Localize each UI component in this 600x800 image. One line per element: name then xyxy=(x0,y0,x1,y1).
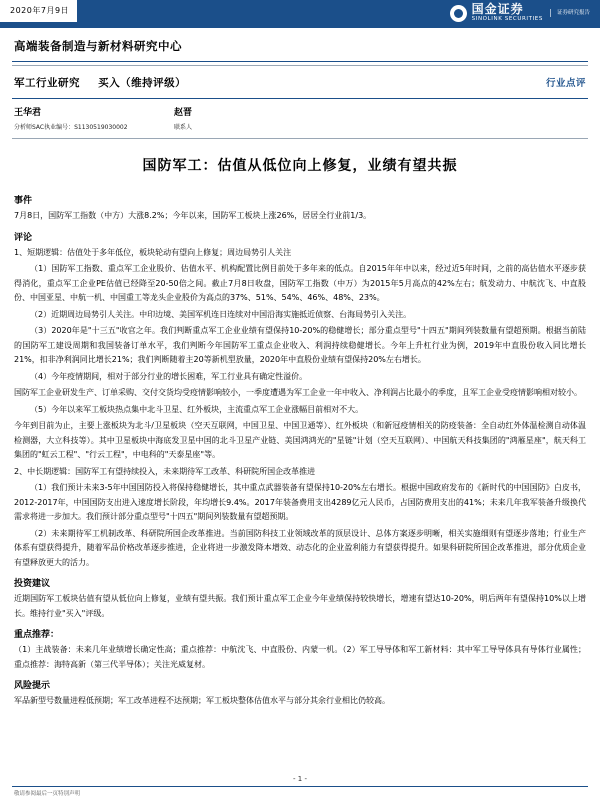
page-footer xyxy=(0,775,600,800)
paragraph-p5: 国防军工企业研发生产、订单采购、交付交货均受疫情影响较小，一季度遭遇为军工企业一年中收入、净利润占比最小的季度，且军工企业受疫情影响相对较小。 xyxy=(14,388,582,397)
footer-note: 敬请参阅最后一页特别声明 xyxy=(14,791,81,797)
analyst-name: 赵晋 xyxy=(174,108,193,118)
analyst-item xyxy=(14,105,174,131)
report-date: 2020年7月9日 xyxy=(0,0,77,22)
analyst-meta: 分析师SAC执业编号：S1130519030002 xyxy=(14,124,128,131)
section-heading-invest: 投资建议 xyxy=(14,579,51,589)
subject-row xyxy=(12,66,588,98)
paragraph-p3: （2）近期周边局势引人关注。中印边境、美国军机连日连续对中国沿海实施抵近侦察、台海局势引入关注。 xyxy=(30,309,412,319)
section-heading-comment: 评论 xyxy=(14,232,33,243)
paragraph-p8: （1）我们预计未来3-5年中国国防投入将保持稳健增长，其中重点武器装备有望保持10-20%左右增长。根据中国政府发布的《新时代的中国国防》白皮书，2012-2017年，中国国防支出进入速度增长阶段，年均增长9.4%。2017年装备费用支出4289亿元人民币，占国防费用支出的41%；未来几年我军装备升级换代需求将进一步加大。我们预计部分重点型号"十四五"期间列装数量有望超预期。 xyxy=(14,483,586,521)
center-title: 高端装备制造与新材料研究中心 xyxy=(14,39,182,53)
paragraph-event: 7月8日，国防军工指数（中方）大涨8.2%；今年以来，国防军工板块上涨26%，居居全行业前1/3。 xyxy=(14,211,372,220)
logo-text xyxy=(472,3,543,23)
rating-badge: 买入（维持评级） xyxy=(98,77,187,89)
report-type-label: 行业点评 xyxy=(545,78,586,89)
section-heading-event: 事件 xyxy=(14,196,33,206)
analyst-item xyxy=(174,105,334,131)
logo-circle-icon xyxy=(450,5,467,22)
section-heading-focus: 重点推荐： xyxy=(14,630,60,640)
page-number: - 1 - xyxy=(293,775,307,783)
paragraph-invest: 近期国防军工板块估值有望从低位向上修复，业绩有望共振。我们预计重点军工企业今年业绩保持较快增长，增速有望达10-20%，明后两年有望保持10%以上增长。维持行业"买入"评级。 xyxy=(14,594,586,618)
divider-blue xyxy=(12,61,588,62)
paragraph-p9: （2）未来期待军工机制改革、科研院所国企改革推进。当前国防科技工业领域改革的顶层设计、总体方案逐步明晰，相关实施细则有望逐步落地；行业生产体系有望获得提升，随着军品价格改革逐步推进，企业将进一步激发降本增效、动态化的企业盈利能力有望获得提升。如果科研院所国企改革推进，部分优质企业有望释放更大的活力。 xyxy=(14,528,586,567)
paragraph-p7-head: 2、中长期逻辑：国防军工有望持续投入，未来期待军工改革、科研院所国企改革推进 xyxy=(14,466,316,476)
paragraph-risk: 军品新型号数量进程低预期；军工改革进程不达预期；军工板块整体估值水平与部分其余行业相比仍较高。 xyxy=(14,696,390,705)
page-title: 国防军工：估值从低位向上修复，业绩有望共振 xyxy=(142,158,458,174)
paragraph-p6-head: （5）今年以来军工板块热点集中北斗卫星、红外板块，主流重点军工企业涨幅目前相对不大。 xyxy=(30,404,364,414)
brand-logo xyxy=(450,3,590,23)
paragraph-p6: 今年到目前为止，主要上涨板块为北斗/卫星板块（空天互联网，中国卫星、中国卫通等）、红外板块（和新冠疫情相关的防疫装备：全自动红外体温检测自动体温检测器，大立科技等）。其中卫星板块中海底发卫星中国的北斗卫星产业链、美国鸿鸿光的"星链"计划（空天互联网）、中国航天科技集团的"鸿雁星座"，航天科工集团的"虹云工程"、"行云工程"，中电科的"天泰星座"等。 xyxy=(14,421,586,459)
masthead xyxy=(0,0,600,28)
section-heading-risk: 风险提示 xyxy=(14,681,51,691)
logo-tagline xyxy=(550,9,590,17)
subject-left xyxy=(14,75,186,90)
logo-name-en: SINOLINK SECURITIES xyxy=(471,16,543,22)
industry-label: 军工行业研究 xyxy=(14,77,80,89)
page-body xyxy=(0,28,600,709)
paragraph-p1-head: 1、短期逻辑：估值处于多年低位，板块轮动有望向上修复；周边局势引人关注 xyxy=(14,247,292,257)
paragraph-p4: （3）2020年是"十三五"收官之年。我们判断重点军工企业业绩有望保持10-20%的稳健增长；部分重点型号"十四五"期间列装数量有望超预期。根据当前陆的国防军工建设周期和我国装备订单水平，我们判断今年国防军工重点企业收入、利润持续稳健增长。今年上升杠行业为例，2019年中直股份收入同比增长21%，扣非净利润同比增长21%；我们判断随着主20等新机型放量，2020年中直股份业绩有望保持20%左右增长。 xyxy=(14,326,586,364)
logo-name-cn: 国金证券 xyxy=(471,2,524,16)
analyst-meta: 联系人 xyxy=(174,124,193,131)
paragraph-p2: （1）国防军工指数、重点军工企业股价、估值水平、机构配置比例目前处于多年来的低点。自2015年年中以来，经过近5年时间，之前的高估值水平逐步获得消化，重点军工企业PE估值已经降至20-50倍之间。截止7月8日收盘，国防军工指数（中万）为2015年5月高点的42%左右；航发动力、中航沈飞、中直股份、中国亚星、中航一机、中国重工等龙头企业股价为高点的37%、51%、54%、46%、48%、23%。 xyxy=(14,264,586,302)
paragraph-focus: （1）主战装备：未来几年业绩增长确定性高；重点推荐：中航沈飞、中直股份、内蒙一机。（2）军工导导体和军工新材料：其中军工导导体具有导体行业属性；重点推荐：海特高新（第三代半导体）；关注光威复材。 xyxy=(14,645,586,669)
analyst-name: 王华君 xyxy=(14,108,42,118)
paragraph-p5-head: （4）今年疫情期间，相对于部分行业的增长困难，军工行业具有确定性溢价。 xyxy=(30,371,308,381)
analyst-list xyxy=(12,99,588,135)
logo-tagline-line: 证券研究报告 xyxy=(556,10,590,16)
